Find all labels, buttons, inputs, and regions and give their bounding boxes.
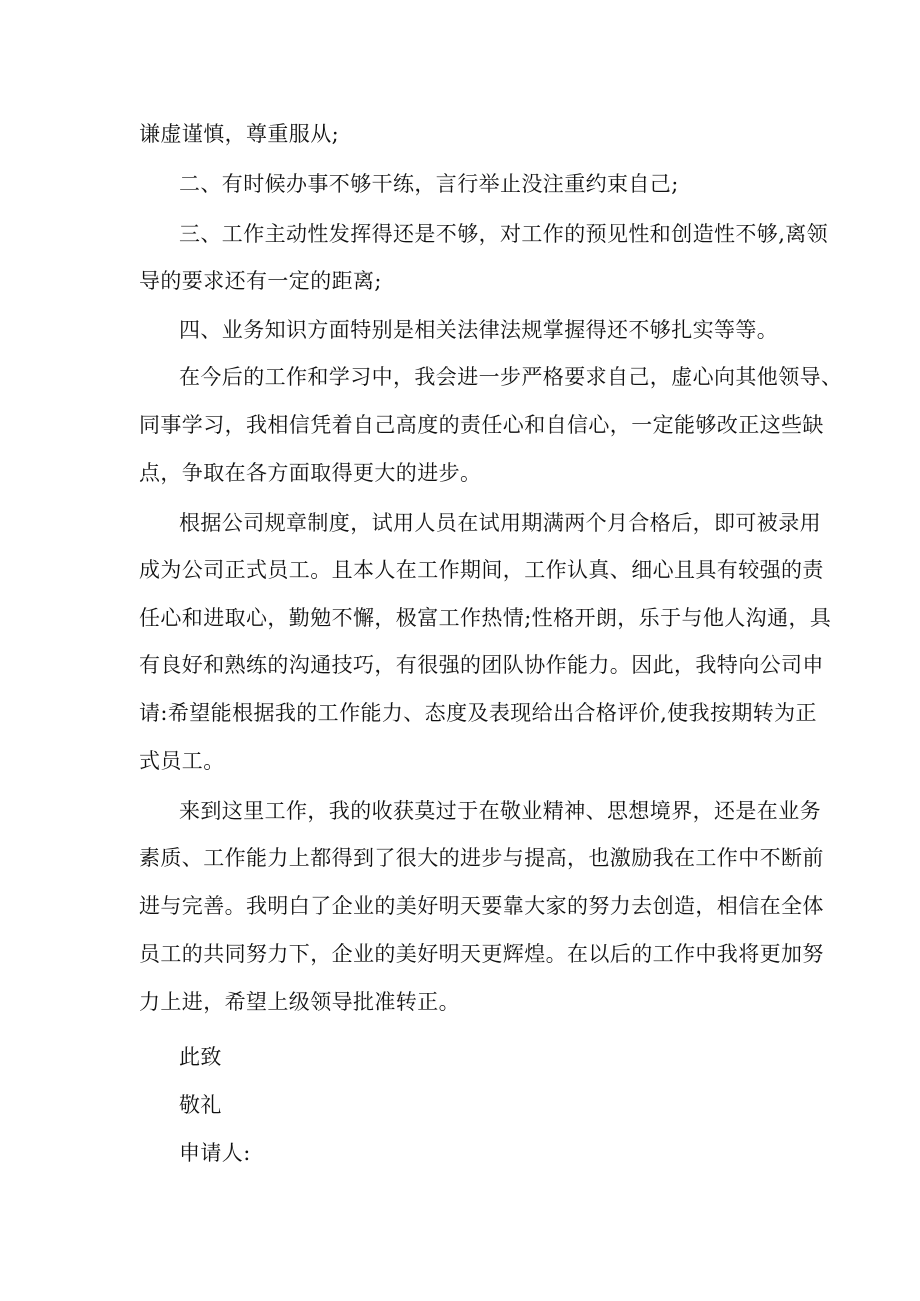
text-line: 四、业务知识方面特别是相关法律法规掌握得还不够扎实等等。 xyxy=(179,318,779,342)
text-line: 来到这里工作，我的收获莫过于在敬业精神、思想境界，还是在业务 xyxy=(179,799,821,823)
text-line: 有良好和熟练的沟通技巧，有很强的团队协作能力。因此，我特向公司申 xyxy=(139,653,824,677)
text-line: 请:希望能根据我的工作能力、态度及表现给出合格评价,使我按期转为正 xyxy=(139,701,817,725)
text-line: 根据公司规章制度，试用人员在试用期满两个月合格后，即可被录用 xyxy=(179,511,821,535)
text-line: 式员工。 xyxy=(139,749,225,773)
text-line: 二、有时候办事不够干练，言行举止没注重约束自己; xyxy=(179,172,679,196)
text-line: 任心和进取心，勤勉不懈，极富工作热情;性格开朗，乐于与他人沟通，具 xyxy=(139,606,832,630)
closing-line: 此致 xyxy=(179,1045,222,1069)
text-line: 谦虚谨慎，尊重服从; xyxy=(139,122,340,146)
text-line: 力上进，希望上级领导批准转正。 xyxy=(139,990,460,1014)
text-line: 三、工作主动性发挥得还是不够，对工作的预见性和创造性不够,离领 xyxy=(179,222,829,246)
text-line: 在今后的工作和学习中，我会进一步严格要求自己，虚心向其他领导、 xyxy=(179,365,843,389)
text-line: 成为公司正式员工。且本人在工作期间，工作认真、细心且具有较强的责 xyxy=(139,558,824,582)
text-line: 素质、工作能力上都得到了很大的进步与提高，也激励我在工作中不断前 xyxy=(139,846,824,870)
text-line: 导的要求还有一定的距离; xyxy=(139,269,382,293)
applicant-label: 申请人: xyxy=(179,1141,251,1165)
text-line: 同事学习，我相信凭着自己高度的责任心和自信心，一定能够改正这些缺 xyxy=(139,413,824,437)
text-line: 进与完善。我明白了企业的美好明天要靠大家的努力去创造，相信在全体 xyxy=(139,894,824,918)
salutation-line: 敬礼 xyxy=(179,1093,222,1117)
text-line: 员工的共同努力下，企业的美好明天更辉煌。在以后的工作中我将更加努 xyxy=(139,942,824,966)
text-line: 点，争取在各方面取得更大的进步。 xyxy=(139,461,482,485)
